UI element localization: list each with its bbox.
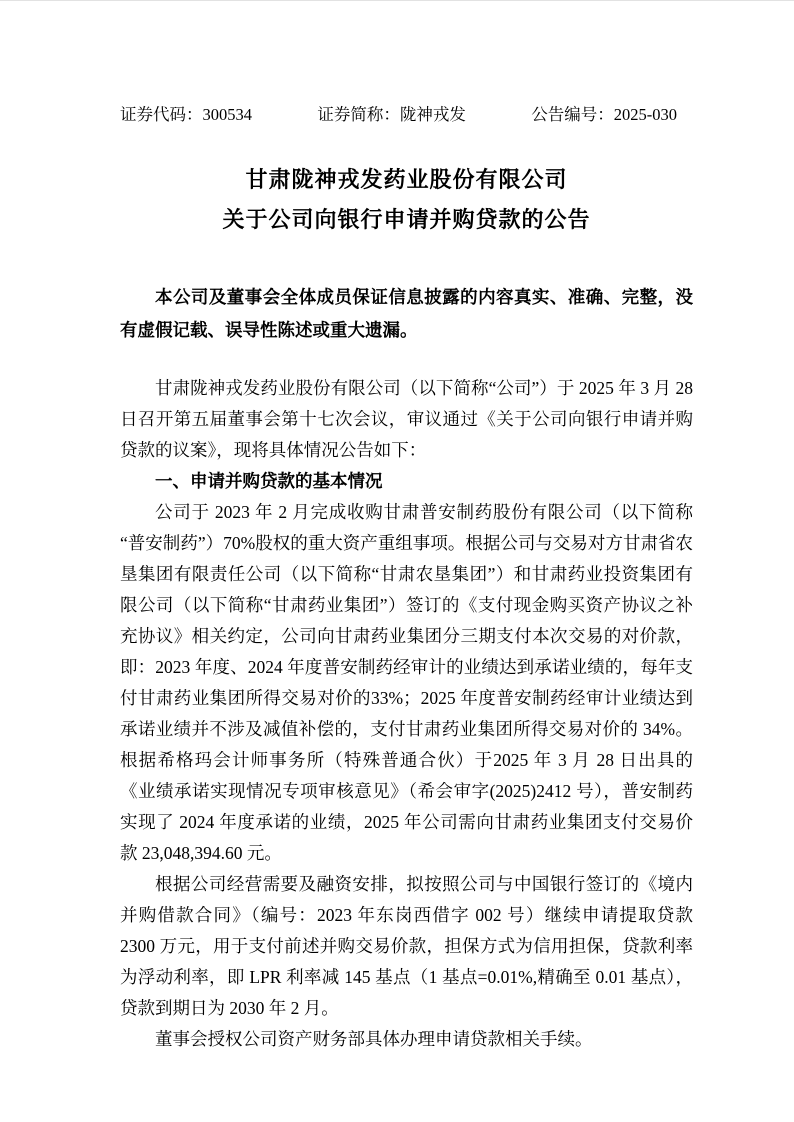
announcement-number: 公告编号：2025-030 <box>531 105 677 124</box>
securities-info-header <box>120 104 693 126</box>
section1-heading: 一、申请并购贷款的基本情况 <box>155 471 383 491</box>
stock-abbr: 证券简称：陇神戎发 <box>317 105 466 124</box>
announcement-body <box>120 373 693 1055</box>
company-name-title: 甘肃陇神戎发药业股份有限公司 <box>245 167 568 192</box>
stock-code: 证券代码：300534 <box>120 105 252 124</box>
integrity-statement: 本公司及董事会全体成员保证信息披露的内容真实、准确、完整，没有虚假记载、误导性陈述或重大遗漏。 <box>120 287 693 340</box>
announcement-title: 关于公司向银行申请并购贷款的公告 <box>222 207 591 232</box>
section1-paragraph-loan-terms: 根据公司经营需要及融资安排，拟按照公司与中国银行签订的《境内并购借款合同》（编号：2023 年东岗西借字 002 号）继续申请提取贷款 2300 万元，用于支付前述并购交易价款，担保方式为信用担保，贷款利率为浮动利率，即 LPR 利率减 145 基点（1 基点=0.01%,精确至 0.01 基点），贷款到期日为 2030 年 2 月。 <box>120 874 693 1018</box>
intro-paragraph: 甘肃陇神戎发药业股份有限公司（以下简称“公司”）于 2025 年 3 月 28 日召开第五届董事会第十七次会议，审议通过《关于公司向银行申请并购贷款的议案》，现将具体情况公告如下： <box>120 378 693 460</box>
section1-paragraph-authorization: 董事会授权公司资产财务部具体办理申请贷款相关手续。 <box>155 1029 593 1049</box>
page-content <box>120 1 693 1055</box>
section1-paragraph-acquisition: 公司于 2023 年 2 月完成收购甘肃普安制药股份有限公司（以下简称“普安制药”）70%股权的重大资产重组事项。根据公司与交易对方甘肃省农垦集团有限责任公司（以下简称“甘肃农垦集团”）和甘肃药业投资集团有限公司（以下简称“甘肃药业集团”）签订的《支付现金购买资产协议之补充协议》相关约定，公司向甘肃药业集团分三期支付本次交易的对价款，即：2023 年度、2024 年度普安制药经审计的业绩达到承诺业绩的，每年支付甘肃药业集团所得交易对价的33%；2025 年度普安制药经审计业绩达到承诺业绩并不涉及减值补偿的，支付甘肃药业集团所得交易对价的 34%。根据希格玛会计师事务所（特殊普通合伙）于2025 年 3 月 28 日出具的《业绩承诺实现情况专项审核意见》（希会审字(2025)2412 号），普安制药实现了 2024 年度承诺的业绩，2025 年公司需向甘肃药业集团支付交易价款 23,048,394.60 元。 <box>120 502 693 863</box>
